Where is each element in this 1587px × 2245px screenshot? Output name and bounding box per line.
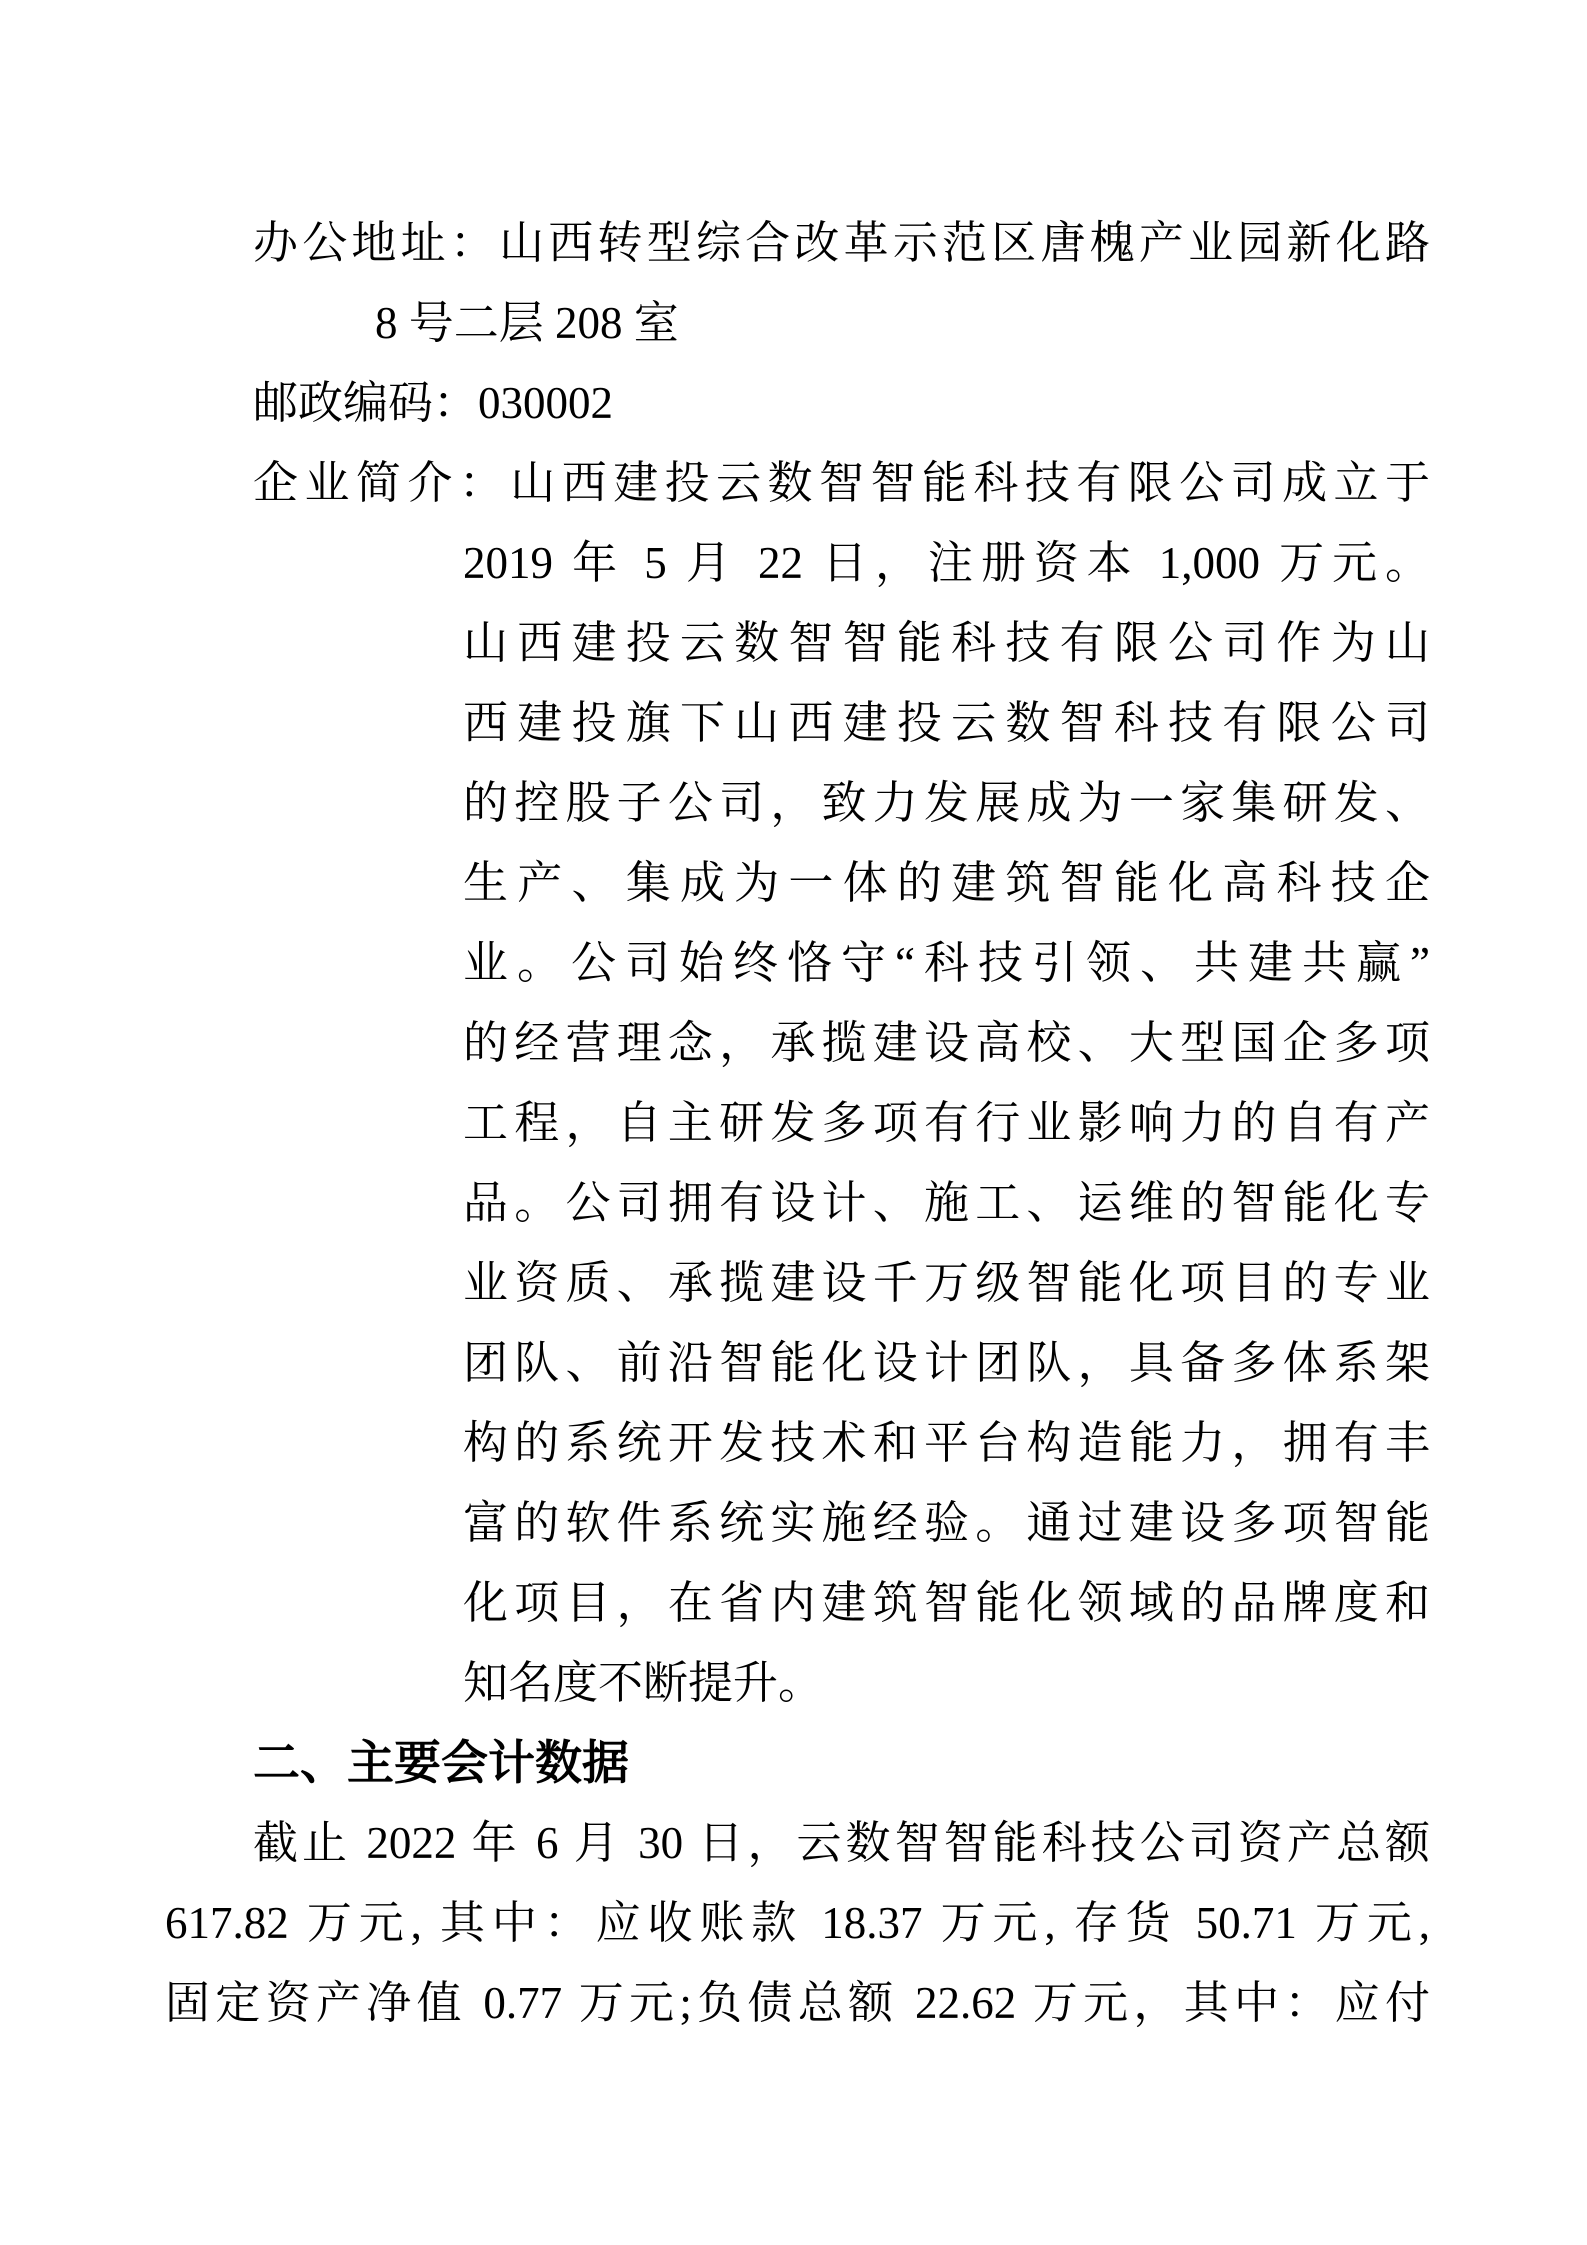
company-profile-last-line: 知名度不断提升。 xyxy=(463,1658,824,1708)
company-profile-line: 的控股子公司，致力发展成为一家集研发、 xyxy=(463,778,1430,828)
office-address-label: 办公地址： xyxy=(253,218,500,268)
company-profile-line: 品。公司拥有设计、施工、运维的智能化专 xyxy=(463,1178,1430,1228)
company-profile-line: 的经营理念，承揽建设高校、大型国企多项 xyxy=(463,1018,1430,1068)
company-profile-label: 企业简介： xyxy=(253,458,511,508)
company-profile-line: 西建投旗下山西建投云数智科技有限公司 xyxy=(463,698,1430,748)
accounting-paragraph-line: 617.82 万元, 其中：应收账款 18.37 万元, 存货 50.71 万元, xyxy=(165,1898,1430,1948)
section-heading: 二、主要会计数据 xyxy=(253,1736,629,1789)
postal-code-label: 邮政编码： xyxy=(253,378,479,428)
office-address-row xyxy=(165,203,1430,283)
company-profile-line: 构的系统开发技术和平台构造能力，拥有丰 xyxy=(463,1418,1430,1468)
accounting-paragraph-line: 截止 2022 年 6 月 30 日，云数智智能科技公司资产总额 xyxy=(253,1818,1430,1868)
company-profile-line: 业。公司始终恪守“科技引领、共建共赢” xyxy=(463,938,1430,988)
company-profile-line: 2019 年 5 月 22 日，注册资本 1,000 万元。 xyxy=(463,538,1430,588)
accounting-paragraph-line: 固定资产净值 0.77 万元;负债总额 22.62 万元，其中：应付 xyxy=(165,1978,1430,2028)
company-profile-line: 富的软件系统实施经验。通过建设多项智能 xyxy=(463,1498,1430,1548)
company-profile-line: 业资质、承揽建设千万级智能化项目的专业 xyxy=(463,1258,1430,1308)
office-address-value: 山西转型综合改革示范区唐槐产业园新化路 xyxy=(499,218,1430,268)
office-address-continuation: 8 号二层 208 室 xyxy=(375,298,679,348)
company-profile-line: 化项目，在省内建筑智能化领域的品牌度和 xyxy=(463,1578,1430,1628)
company-profile-line: 团队、前沿智能化设计团队，具备多体系架 xyxy=(463,1338,1430,1388)
company-profile-first-line: 山西建投云数智智能科技有限公司成立于 xyxy=(510,458,1430,508)
postal-code-value: 030002 xyxy=(478,378,614,428)
postal-code-row xyxy=(165,363,1430,443)
company-profile-line: 生产、集成为一体的建筑智能化高科技企 xyxy=(463,858,1430,908)
company-profile-line: 工程，自主研发多项有行业影响力的自有产 xyxy=(463,1098,1430,1148)
company-profile-row xyxy=(165,443,1430,523)
company-profile-line: 山西建投云数智智能科技有限公司作为山 xyxy=(463,618,1430,668)
